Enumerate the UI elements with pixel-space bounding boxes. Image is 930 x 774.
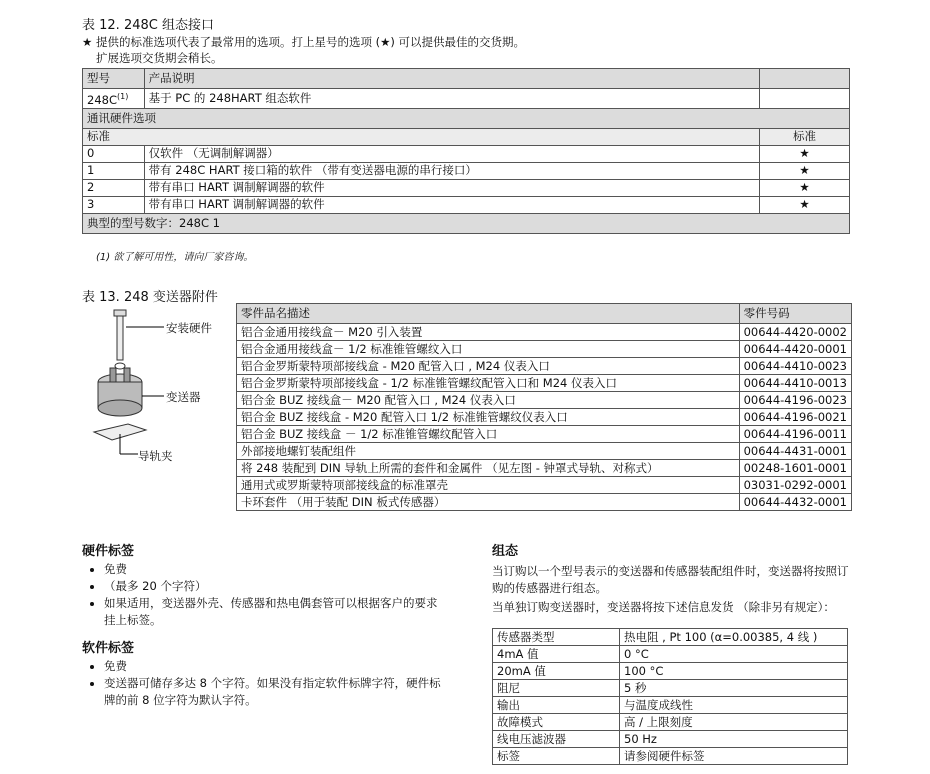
table12 <box>82 68 850 234</box>
table-row: 1 带有 248C HART 接口箱的软件 （带有变送器电源的串行接口） ★ <box>83 162 850 179</box>
table-row: 铝合金 BUZ 接线盒 － 1/2 标准锥管螺纹配管入口 00644-4196-0011 <box>237 426 852 443</box>
label-mounting-hardware: 安装硬件 <box>166 321 212 335</box>
table13 <box>236 303 852 511</box>
section-header: 通讯硬件选项 <box>83 108 850 128</box>
table-row: 输出 与温度成线性 <box>493 697 848 714</box>
table-row: 将 248 装配到 DIN 导轨上所需的套件和金属件 （见左图 - 钟罩式导轨、对称式） 00248-1601-0001 <box>237 460 852 477</box>
table-row: 4mA 值 0 °C <box>493 646 848 663</box>
table-row: 通用式或罗斯蒙特项部接线盒的标准罩壳 03031-0292-0001 <box>237 477 852 494</box>
star-icon: ★ <box>760 179 850 196</box>
configuration-section <box>492 540 852 616</box>
typical-model: 典型的型号数字：248C 1 <box>83 213 850 233</box>
table-row: 阻尼 5 秒 <box>493 680 848 697</box>
config-para-1: 当订购以一个型号表示的变送器和传感器装配组件时，变送器将按照订购的传感器进行组态。 <box>492 564 849 595</box>
table-row: 铝合金 BUZ 接线盒－ M20 配管入口 , M24 仪表入口 00644-4196-0023 <box>237 392 852 409</box>
table-row: 卡环套件 （用于装配 DIN 板式传感器） 00644-4432-0001 <box>237 494 852 511</box>
table-row: 铝合金 BUZ 接线盒 - M20 配管入口 1/2 标准锥管螺纹仪表入口 00644-4196-0021 <box>237 409 852 426</box>
list-item: • 变送器可储存多达 8 个字符。如果没有指定软件标牌字符，硬件标牌的前 8 位字符为默认字符。 <box>104 675 442 709</box>
table-row: 2 带有串口 HART 调制解调器的软件 ★ <box>83 179 850 196</box>
table12-note: ★ 提供的标准选项代表了最常用的选项。打上星号的选项 (★) 可以提供最佳的交货期。 <box>82 35 526 49</box>
table-row: 铝合金通用接线盒－ M20 引入装置 00644-4420-0002 <box>237 324 852 341</box>
table-row: 3 带有串口 HART 调制解调器的软件 ★ <box>83 196 850 213</box>
table-row: 线电压滤波器 50 Hz <box>493 731 848 748</box>
table-row: 铝合金罗斯蒙特项部接线盒 - 1/2 标准锥管螺纹配管入口和 M24 仪表入口 00644-4410-0013 <box>237 375 852 392</box>
model-description: 基于 PC 的 248HART 组态软件 <box>144 89 759 109</box>
software-tag-title: 软件标签 <box>82 641 135 656</box>
star-icon: ★ <box>760 162 850 179</box>
sub-header-standard: 标准 <box>83 128 760 145</box>
table-row: 故障模式 高 / 上限刻度 <box>493 714 848 731</box>
table-row: 标签 请参阅硬件标签 <box>493 748 848 765</box>
sub-header-standard-right: 标准 <box>760 128 850 145</box>
table12-note-2: 扩展选项交货期会稍长。 <box>96 51 223 65</box>
config-para-2: 当单独订购变送器时，变送器将按下述信息发货 （除非另有规定）： <box>492 600 835 614</box>
col-part-number: 零件号码 <box>739 304 851 324</box>
footnote: (1) 欲了解可用性，请向厂家咨询。 <box>96 252 254 263</box>
model-code: $248C^{(1)}$ <box>83 89 145 109</box>
table12-caption: 表 12. 248C 组态接口 <box>82 18 214 33</box>
configuration-title: 组态 <box>492 544 519 559</box>
hardware-tag-section <box>82 540 442 709</box>
star-icon: ★ <box>760 196 850 213</box>
list-item: • 如果适用，变送器外壳、传感器和热电偶套管可以根据客户的要求挂上标签。 <box>104 595 442 629</box>
config-table <box>492 628 848 765</box>
table-row: 铝合金通用接线盒－ 1/2 标准锥管螺纹入口 00644-4420-0001 <box>237 341 852 358</box>
table13-caption: 表 13. 248 变送器附件 <box>82 290 218 305</box>
col-description: 产品说明 <box>144 69 759 89</box>
label-transmitter: 变送器 <box>166 390 201 404</box>
table-row: 传感器类型 热电阻 , Pt 100 (α=0.00385, 4 线 ) <box>493 629 848 646</box>
table-row: 0 仅软件 （无调制解调器） ★ <box>83 145 850 162</box>
hardware-tag-title: 硬件标签 <box>82 544 135 559</box>
list-item: • 免费 <box>104 658 442 675</box>
star-icon: ★ <box>760 145 850 162</box>
list-item: • （最多 20 个字符） <box>104 578 442 595</box>
table-row: 铝合金罗斯蒙特项部接线盒 - M20 配管入口 , M24 仪表入口 00644-4410-0023 <box>237 358 852 375</box>
table-row: 20mA 值 100 °C <box>493 663 848 680</box>
col-part-description: 零件品名描述 <box>237 304 740 324</box>
col-model: 型号 <box>83 69 145 89</box>
label-rail-clip: 导轨夹 <box>138 449 173 463</box>
table-row: 外部接地螺钉装配组件 00644-4431-0001 <box>237 443 852 460</box>
list-item: • 免费 <box>104 561 442 578</box>
